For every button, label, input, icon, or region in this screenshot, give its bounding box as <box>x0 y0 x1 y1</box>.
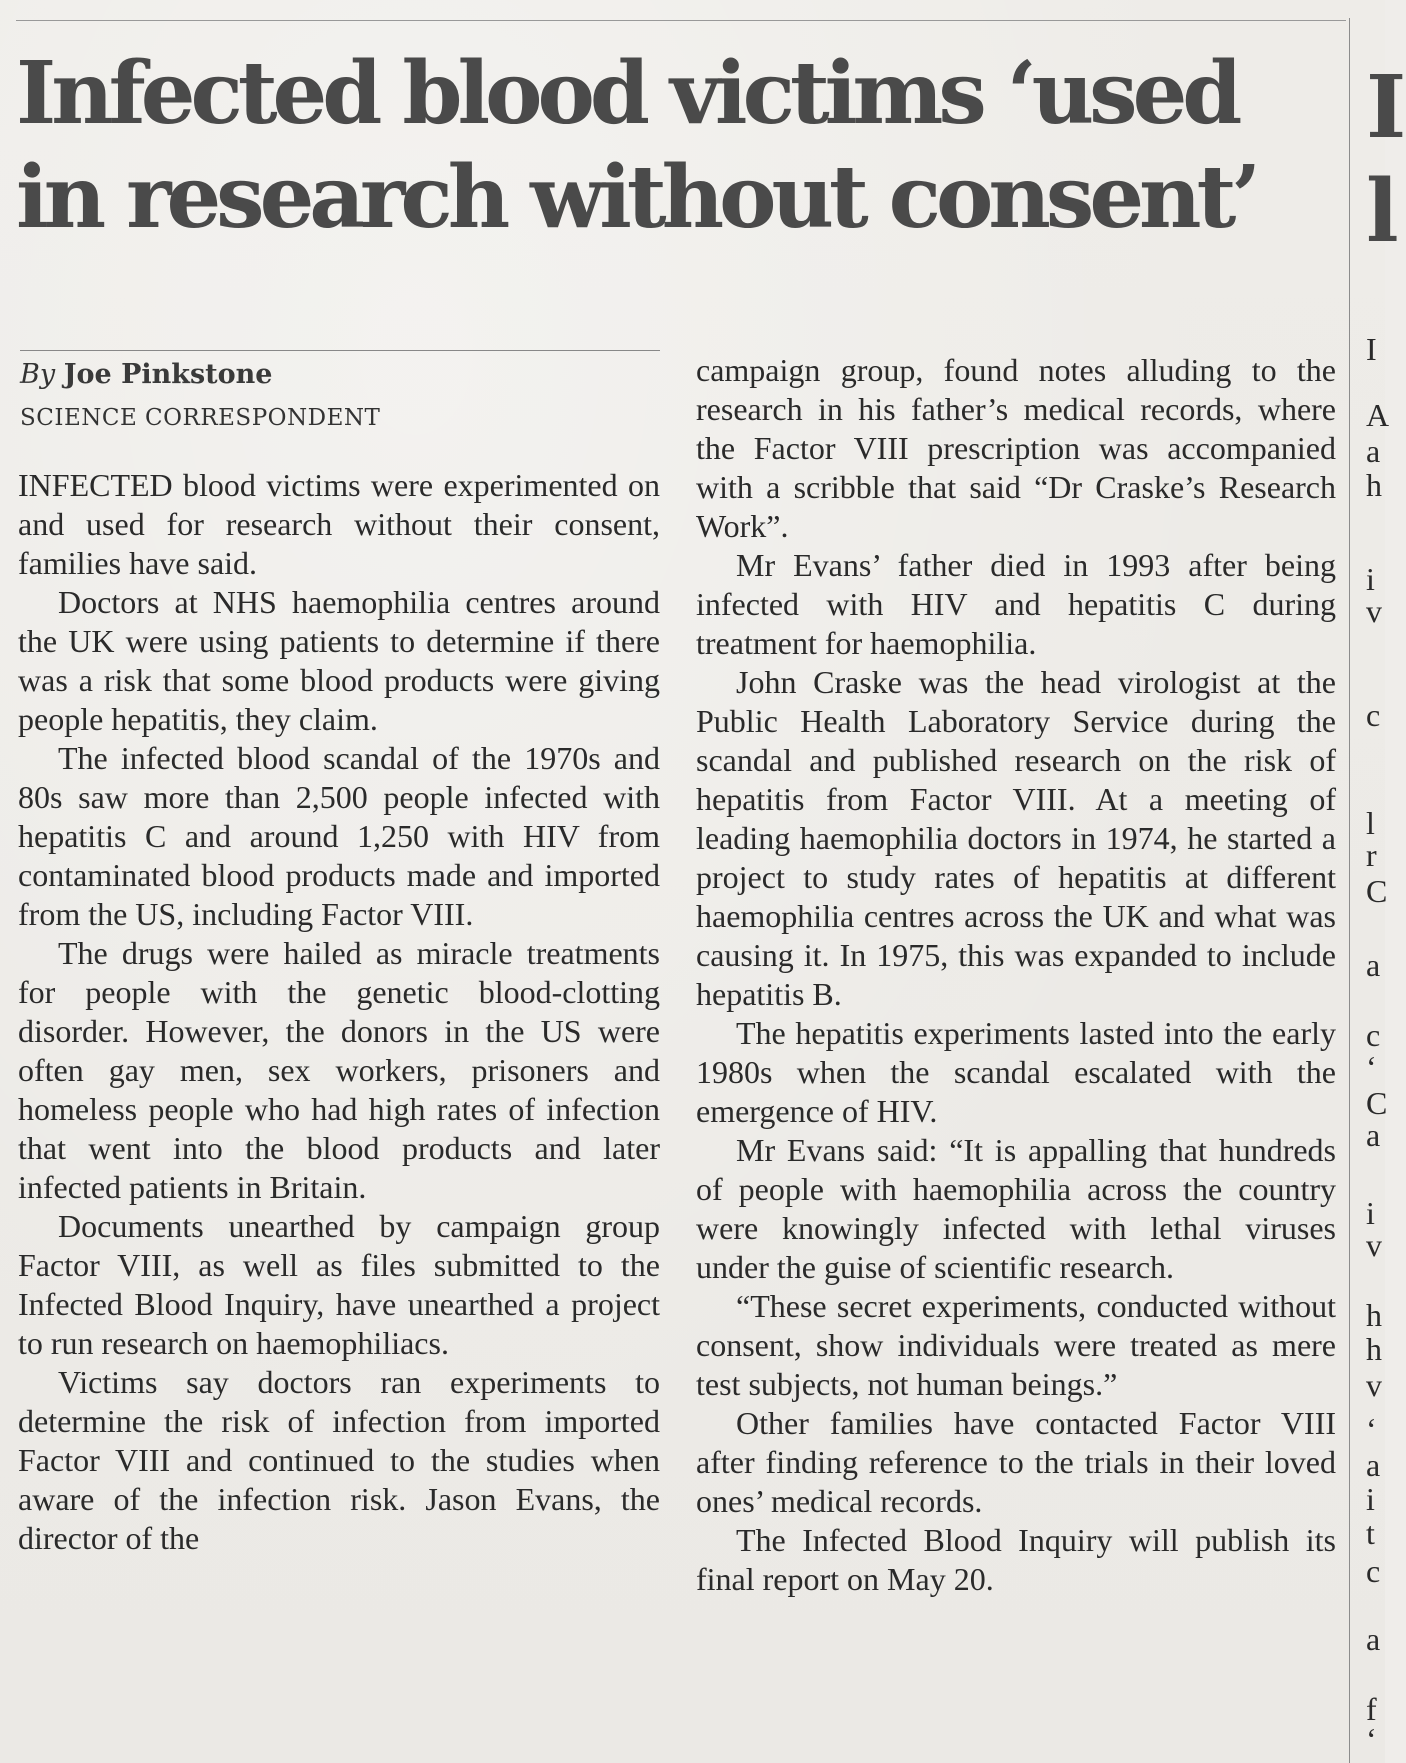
paragraph: Mr Evans’ father died in 1993 after being infected with HIV and hepatitis C during treatment for haemophilia. <box>696 547 1336 661</box>
adjacent-fragment-letter: A <box>1366 397 1390 433</box>
paragraph: Mr Evans said: “It is appalling that hundreds of people with haemophilia across the country were knowingly infected with lethal viruses under the guise of scientific research. <box>696 1132 1336 1285</box>
adjacent-fragment-letter: i <box>1366 1195 1375 1231</box>
adjacent-fragment-letter: c <box>1366 1553 1381 1589</box>
paragraph: campaign group, found notes alluding to the research in his father’s medical records, where the Factor VIII prescription was accompanied with a scribble that said “Dr Craske’s Research Work”. <box>696 352 1336 544</box>
adjacent-fragment-letter: C <box>1366 1085 1388 1121</box>
adjacent-fragment-letter: v <box>1366 1367 1382 1403</box>
adjacent-fragment-letter: c <box>1366 1017 1381 1053</box>
adjacent-fragment-letter: i <box>1366 561 1375 597</box>
adjacent-fragment-letter: r <box>1366 837 1377 873</box>
paragraph: The infected blood scandal of the 1970s and 80s saw more than 2,500 people infected with hepatitis C and around 1,250 with HIV from contaminated blood products made and imported from the US, including Factor VIII. <box>18 740 660 932</box>
adjacent-fragment-letter: h <box>1366 467 1382 503</box>
adjacent-fragment-letter: h <box>1366 1297 1382 1333</box>
paragraph: The hepatitis experiments lasted into the early 1980s when the scandal escalated with the emergence of HIV. <box>696 1015 1336 1129</box>
adjacent-fragment-letter: l <box>1366 805 1375 841</box>
article-column-1 <box>18 466 660 1558</box>
adjacent-fragment-letter: i <box>1366 1481 1375 1517</box>
adjacent-fragment-letter: h <box>1366 1331 1382 1367</box>
adjacent-fragment-letter: c <box>1366 697 1381 733</box>
adjacent-fragment-letter: a <box>1366 433 1381 469</box>
adjacent-fragment-letter: I <box>1366 331 1377 367</box>
adjacent-fragment-letter: a <box>1366 1621 1381 1657</box>
byline-prefix: By <box>20 359 56 390</box>
adjacent-fragment-letter: ‘ <box>1366 1049 1377 1085</box>
adjacent-fragment-letter: a <box>1366 1447 1381 1483</box>
adjacent-fragment-letter: v <box>1366 1227 1382 1263</box>
article-column-2 <box>696 351 1336 1599</box>
paragraph: “These secret experiments, conducted without consent, show individuals were treated as mere test subjects, not human beings.” <box>696 1288 1336 1402</box>
adjacent-fragment-letter: C <box>1366 873 1388 909</box>
adjacent-fragment-letter: t <box>1366 1515 1375 1551</box>
byline-rule <box>20 350 660 351</box>
headline <box>16 42 1346 250</box>
paragraph: The drugs were hailed as miracle treatments for people with the genetic blood-clotting disorder. However, the donors in the US were often gay men, sex workers, prisoners and homeless people who had high rates of infection that went into the blood products and later infected patients in Britain. <box>18 935 660 1205</box>
column-divider <box>1349 18 1350 1763</box>
top-rule <box>16 20 1346 21</box>
author-name: Joe Pinkstone <box>63 359 273 390</box>
adjacent-fragment-letter: a <box>1366 1117 1381 1153</box>
paragraph: Doctors at NHS haemophilia centres around the UK were using patients to determine if there was a risk that some blood products were giving people hepatitis, they claim. <box>18 584 660 737</box>
adjacent-headline-fragment <box>1366 56 1406 264</box>
byline <box>20 356 272 394</box>
paragraph: John Craske was the head virologist at the Public Health Laboratory Service during the scandal and published research on the risk of hepatitis from Factor VIII. At a meeting of leading haemophilia doctors in 1974, he started a project to study rates of hepatitis at different haemophilia centres across the UK and what was causing it. In 1975, this was expanded to include hepatitis B. <box>696 664 1336 1012</box>
paragraph: INFECTED blood victims were experimented on and used for research without their consent, families have said. <box>18 467 660 581</box>
author-role: SCIENCE CORRESPONDENT <box>20 405 381 431</box>
headline-line-2: in research without consent’ <box>16 147 1257 248</box>
paragraph: Other families have contacted Factor VIII after finding reference to the trials in their loved ones’ medical records. <box>696 1405 1336 1519</box>
adjacent-fragment-letter: a <box>1366 947 1381 983</box>
adjacent-fragment-letter: I <box>1366 57 1406 158</box>
adjacent-fragment-letter: ‘ <box>1366 1411 1377 1447</box>
paragraph: The Infected Blood Inquiry will publish its final report on May 20. <box>696 1522 1336 1597</box>
paragraph: Documents unearthed by campaign group Factor VIII, as well as files submitted to the Infected Blood Inquiry, have unearthed a project to run research on haemophiliacs. <box>18 1208 660 1361</box>
adjacent-fragment-letter: ‘ <box>1366 1721 1377 1757</box>
headline-line-1: Infected blood victims ‘used <box>16 43 1238 144</box>
adjacent-fragment-letter: v <box>1366 593 1382 629</box>
paragraph: Victims say doctors ran experiments to determine the risk of infection from imported Factor VIII and continued to the studies when aware of the infection risk. Jason Evans, the director of the <box>18 1364 660 1556</box>
adjacent-fragment-letter: l <box>1366 161 1399 262</box>
adjacent-fragment-letter: f <box>1366 1691 1377 1727</box>
